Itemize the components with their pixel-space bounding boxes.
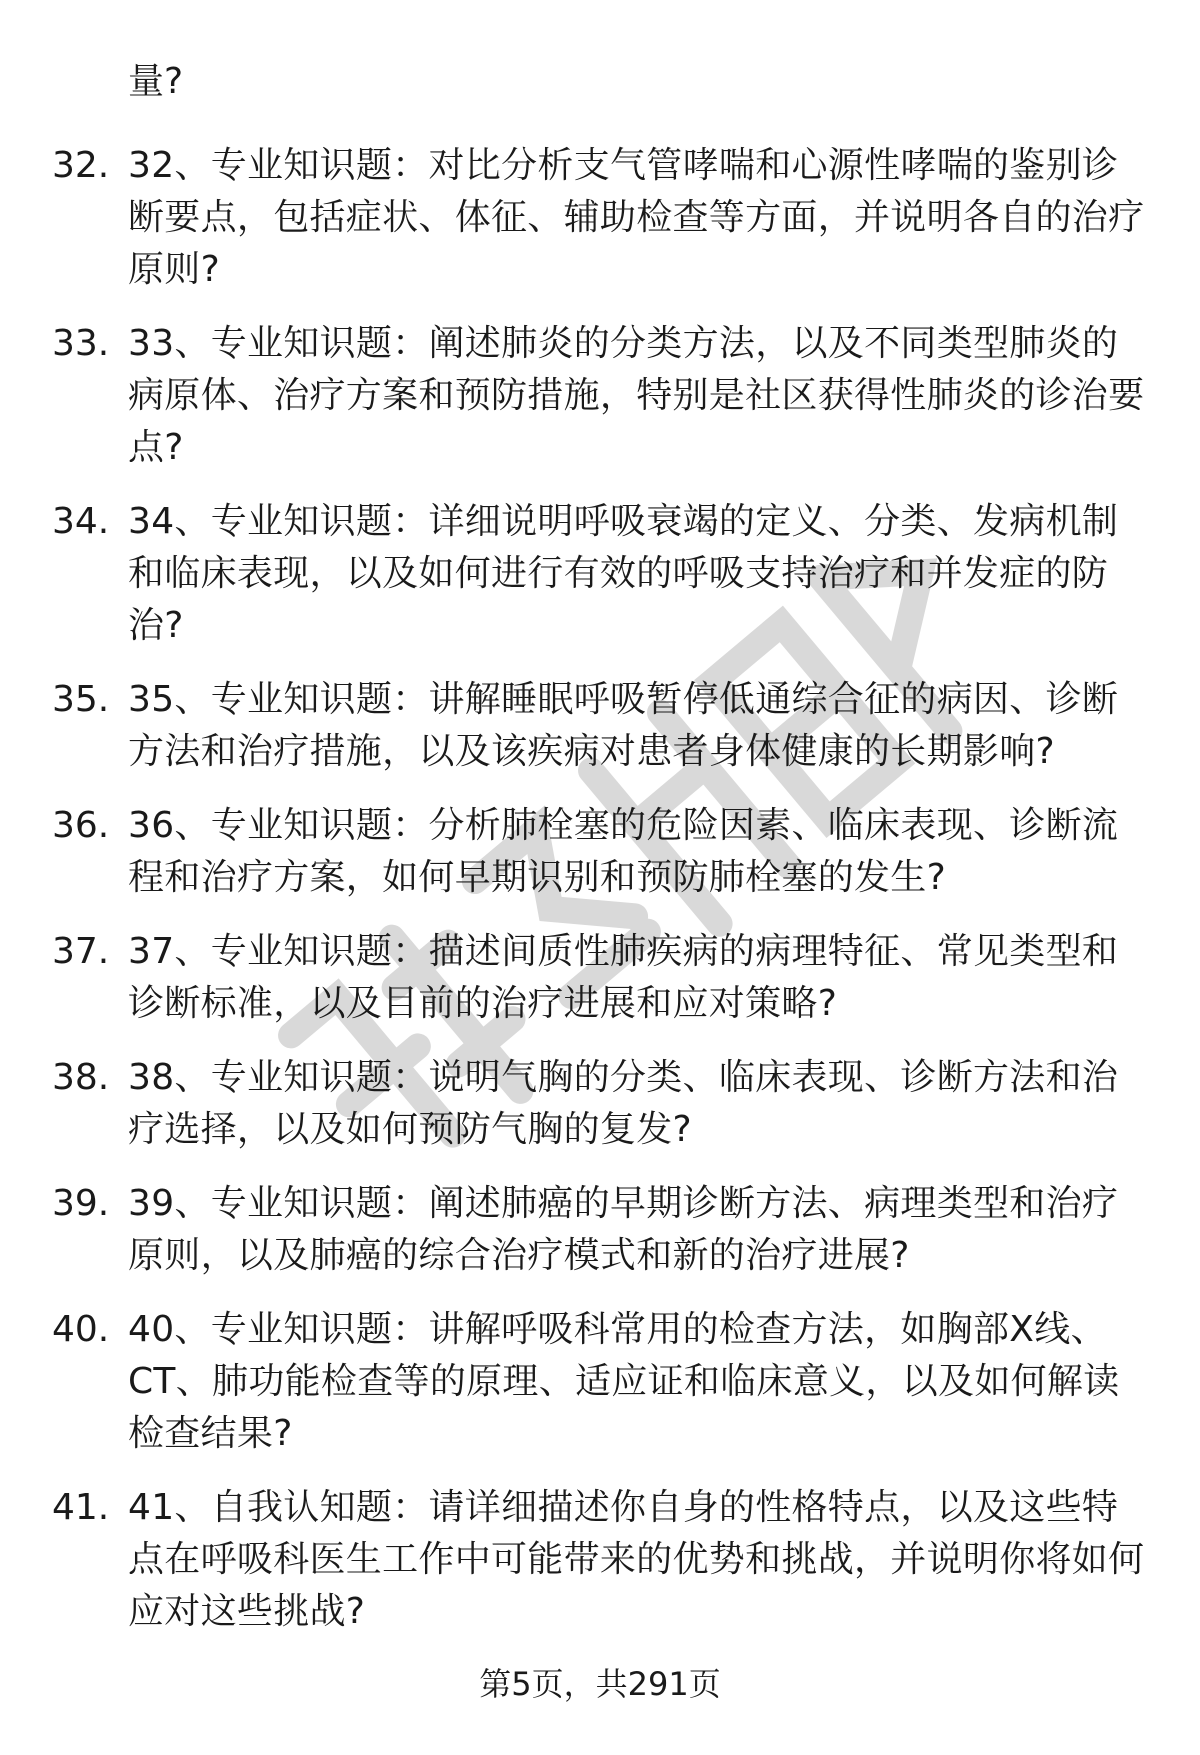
list-item-text: 34、专业知识题：详细说明呼吸衰竭的定义、分类、发病机制和临床表现，以及如何进行有效的呼吸支持治疗和并发症的防治? (128, 501, 1119, 646)
list-item-text: 39、专业知识题：阐述肺癌的早期诊断方法、病理类型和治疗原则，以及肺癌的综合治疗模式和新的治疗进展? (128, 1183, 1119, 1276)
list-item (0, 1304, 1200, 1460)
list-item-number: 36. (52, 805, 110, 846)
list-item-text: 38、专业知识题：说明气胸的分类、临床表现、诊断方法和治疗选择，以及如何预防气胸的复发? (128, 1057, 1119, 1150)
list-item-number: 34. (52, 501, 110, 542)
list-item-text: 36、专业知识题：分析肺栓塞的危险因素、临床表现、诊断流程和治疗方案，如何早期识别和预防肺栓塞的发生? (128, 805, 1119, 898)
list-item-text: 40、专业知识题：讲解呼吸科常用的检查方法，如胸部X线、CT、肺功能检查等的原理、适应证和临床意义，以及如何解读检查结果? (128, 1309, 1120, 1454)
continuation-line: 量? (128, 61, 184, 102)
page-footer: 第5页，共291页 (479, 1665, 721, 1703)
list-item-number: 41. (52, 1487, 110, 1528)
list-item (0, 926, 1200, 1030)
list-item (0, 140, 1200, 296)
question-list (0, 140, 1200, 1660)
list-item (0, 496, 1200, 652)
list-item (0, 1052, 1200, 1156)
list-item-text: 32、专业知识题：对比分析支气管哮喘和心源性哮喘的鉴别诊断要点，包括症状、体征、辅助检查等方面，并说明各自的治疗原则? (128, 145, 1145, 290)
list-item (0, 318, 1200, 474)
list-item (0, 674, 1200, 778)
list-item-text: 41、自我认知题：请详细描述你自身的性格特点，以及这些特点在呼吸科医生工作中可能带来的优势和挑战，并说明你将如何应对这些挑战? (128, 1487, 1145, 1632)
list-item-number: 39. (52, 1183, 110, 1224)
list-item-text: 37、专业知识题：描述间质性肺疾病的病理特征、常见类型和诊断标准，以及目前的治疗进展和应对策略? (128, 931, 1119, 1024)
list-item (0, 1178, 1200, 1282)
list-item (0, 1482, 1200, 1638)
list-item-text: 33、专业知识题：阐述肺炎的分类方法，以及不同类型肺炎的病原体、治疗方案和预防措施，特别是社区获得性肺炎的诊治要点? (128, 323, 1145, 468)
list-item-number: 40. (52, 1309, 110, 1350)
list-item-number: 32. (52, 145, 110, 186)
list-item-number: 38. (52, 1057, 110, 1098)
list-item-number: 37. (52, 931, 110, 972)
list-item-number: 35. (52, 679, 110, 720)
list-item-number: 33. (52, 323, 110, 364)
list-item-text: 35、专业知识题：讲解睡眠呼吸暂停低通综合征的病因、诊断方法和治疗措施，以及该疾病对患者身体健康的长期影响? (128, 679, 1119, 772)
list-item (0, 800, 1200, 904)
